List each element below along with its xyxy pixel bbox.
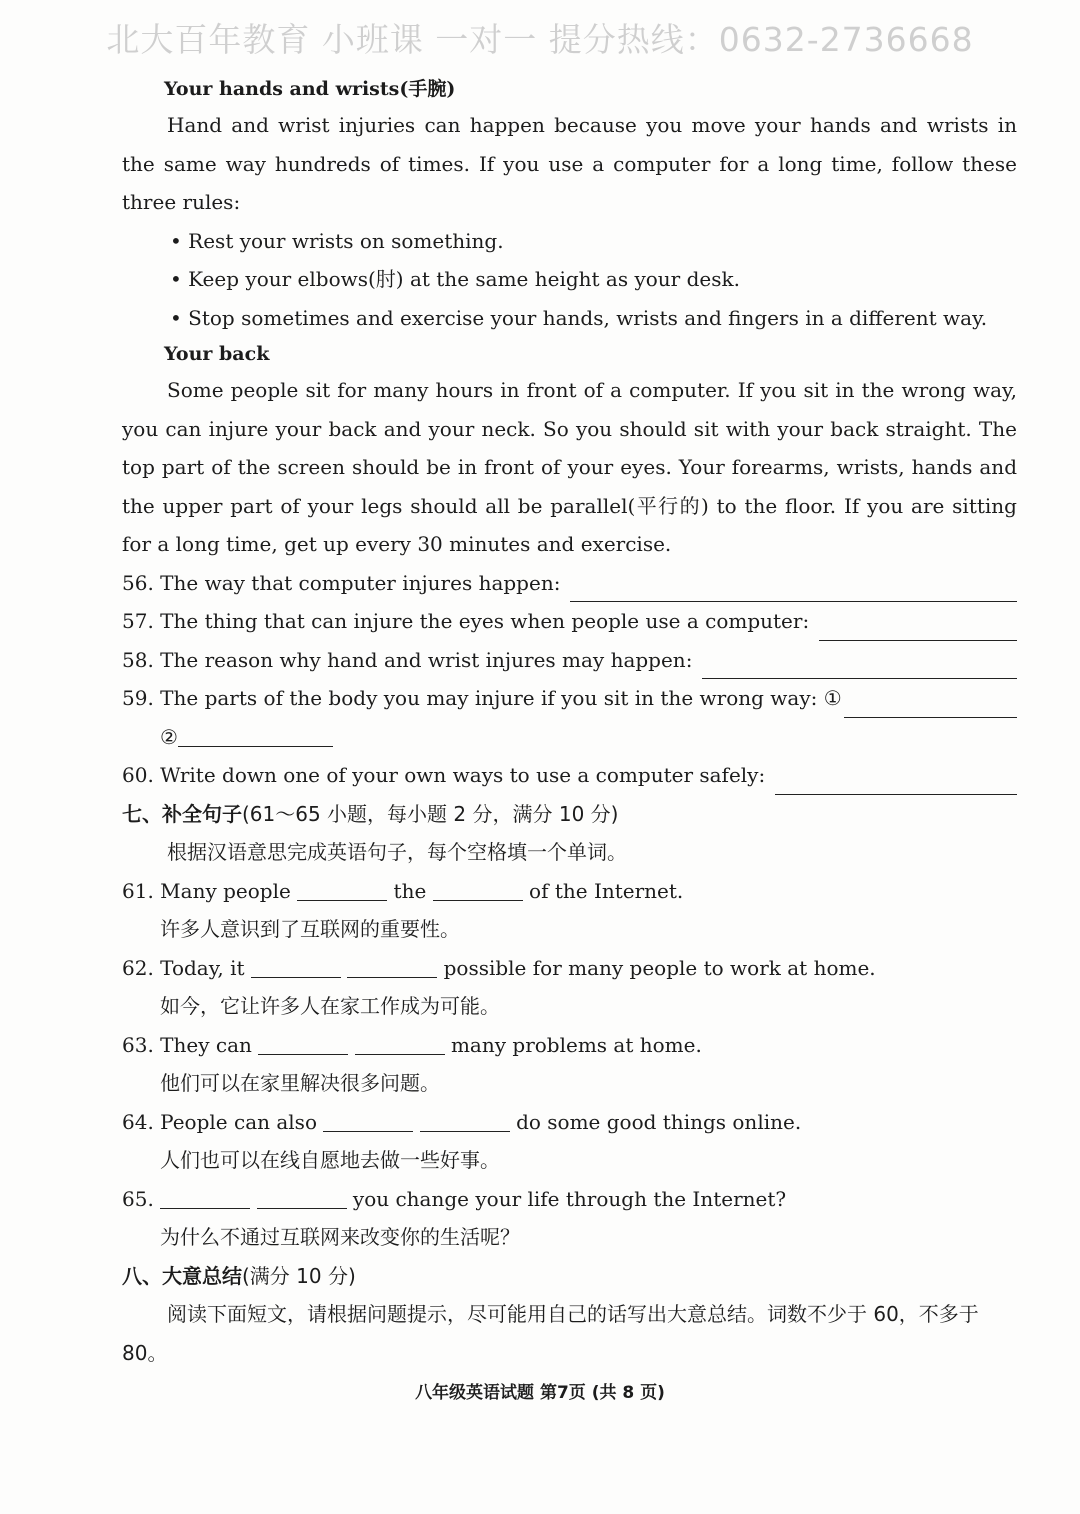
paragraph-hands-wrists: Hand and wrist injuries can happen because you move your hands and wrists in the same way hundreds of times. If you use a computer for a long time, follow these three rules: bbox=[122, 113, 1017, 214]
bullet-rest-wrists: • Rest your wrists on something. bbox=[170, 228, 504, 253]
question-62-chinese: 如今，它让许多人在家工作成为可能。 bbox=[160, 994, 500, 1018]
answer-blank-62-1[interactable] bbox=[251, 955, 341, 978]
part8-instruction: 阅读下面短文，请根据问题提示，尽可能用自己的话写出大意总结。词数不少于 60，不多于 80。 bbox=[122, 1302, 979, 1365]
answer-blank-63-2[interactable] bbox=[355, 1032, 445, 1055]
answer-blank-65-1[interactable] bbox=[160, 1186, 250, 1209]
question-57 bbox=[122, 602, 1017, 641]
question-56 bbox=[122, 564, 1017, 603]
answer-blank-58[interactable] bbox=[702, 652, 1017, 679]
question-65-chinese: 为什么不通过互联网来改变你的生活呢？ bbox=[160, 1225, 520, 1249]
watermark: 北大百年教育 小班课 一对一 提分热线：0632-2736668 bbox=[106, 20, 974, 59]
question-65-part-a: 65. bbox=[122, 1186, 154, 1211]
part8-note: (满分 10 分) bbox=[242, 1263, 356, 1288]
heading-hands-wrists: Your hands and wrists(手腕) bbox=[164, 78, 456, 100]
question-62 bbox=[122, 949, 1017, 988]
question-59-second bbox=[160, 718, 1017, 757]
question-64-part-b: do some good things online. bbox=[516, 1109, 802, 1134]
question-58-text: 58. The reason why hand and wrist injures may happen: bbox=[122, 647, 693, 672]
answer-blank-64-2[interactable] bbox=[420, 1109, 510, 1132]
part7-note: (61～65 小题，每小题 2 分，满分 10 分) bbox=[242, 801, 619, 826]
question-59-second-mark: ② bbox=[160, 724, 178, 749]
question-59 bbox=[122, 679, 1017, 718]
question-56-text: 56. The way that computer injures happen: bbox=[122, 570, 561, 595]
answer-blank-59-2[interactable] bbox=[178, 724, 333, 747]
question-62-part-b: possible for many people to work at home. bbox=[443, 955, 876, 980]
question-60-text: 60. Write down one of your own ways to use a computer safely: bbox=[122, 763, 766, 787]
question-63-part-a: 63. They can bbox=[122, 1032, 252, 1057]
answer-blank-62-2[interactable] bbox=[347, 955, 437, 978]
part7-title: 七、补全句子 bbox=[122, 801, 242, 826]
question-58 bbox=[122, 641, 1017, 680]
question-63-chinese: 他们可以在家里解决很多问题。 bbox=[160, 1071, 440, 1095]
question-64-chinese: 人们也可以在线自愿地去做一些好事。 bbox=[160, 1148, 500, 1172]
answer-blank-61-1[interactable] bbox=[297, 878, 387, 901]
question-59-text: 59. The parts of the body you may injure if you sit in the wrong way: ① bbox=[122, 686, 842, 710]
bullet-exercise: • Stop sometimes and exercise your hands, wrists and fingers in a different way. bbox=[170, 305, 988, 330]
answer-blank-57[interactable] bbox=[819, 614, 1017, 641]
question-61-part-b: the bbox=[393, 878, 427, 903]
answer-blank-63-1[interactable] bbox=[258, 1032, 348, 1055]
part7-instruction: 根据汉语意思完成英语句子，每个空格填一个单词。 bbox=[167, 840, 627, 864]
question-65-part-b: you change your life through the Internet? bbox=[352, 1186, 787, 1211]
part8-title: 八、大意总结 bbox=[122, 1263, 242, 1288]
answer-blank-61-2[interactable] bbox=[433, 878, 523, 901]
question-57-text: 57. The thing that can injure the eyes when people use a computer: bbox=[122, 609, 810, 633]
question-64 bbox=[122, 1103, 1017, 1142]
question-61-part-c: of the Internet. bbox=[529, 878, 684, 903]
question-64-part-a: 64. People can also bbox=[122, 1109, 317, 1134]
question-63 bbox=[122, 1026, 1017, 1065]
part7-heading bbox=[122, 795, 1017, 834]
question-60 bbox=[122, 756, 1017, 795]
question-61-chinese: 许多人意识到了互联网的重要性。 bbox=[160, 917, 460, 941]
page-footer: 八年级英语试题 第7页 (共 8 页) bbox=[415, 1383, 665, 1403]
paragraph-back: Some people sit for many hours in front of a computer. If you sit in the wrong way, you can injure your back and your neck. So you should sit with your back straight. The top part of the screen should be in front of your eyes. Your forearms, wrists, hands and the upper part of your legs should all be parallel(平行的) to the floor. If you are sitting for a long time, get up every 30 minutes and exercise. bbox=[122, 378, 1017, 556]
question-65 bbox=[122, 1180, 1017, 1219]
heading-back: Your back bbox=[164, 343, 270, 365]
part8-heading bbox=[122, 1257, 1017, 1296]
question-62-part-a: 62. Today, it bbox=[122, 955, 245, 980]
answer-blank-64-1[interactable] bbox=[323, 1109, 413, 1132]
question-63-part-b: many problems at home. bbox=[450, 1032, 702, 1057]
question-61 bbox=[122, 872, 1017, 911]
answer-blank-60[interactable] bbox=[775, 768, 1017, 795]
bullet-elbows: • Keep your elbows(肘) at the same height as your desk. bbox=[170, 267, 740, 291]
answer-blank-59-1[interactable] bbox=[844, 691, 1017, 718]
question-61-part-a: 61. Many people bbox=[122, 878, 291, 903]
answer-blank-65-2[interactable] bbox=[257, 1186, 347, 1209]
page-content bbox=[122, 72, 1017, 1372]
answer-blank-56[interactable] bbox=[570, 575, 1017, 602]
